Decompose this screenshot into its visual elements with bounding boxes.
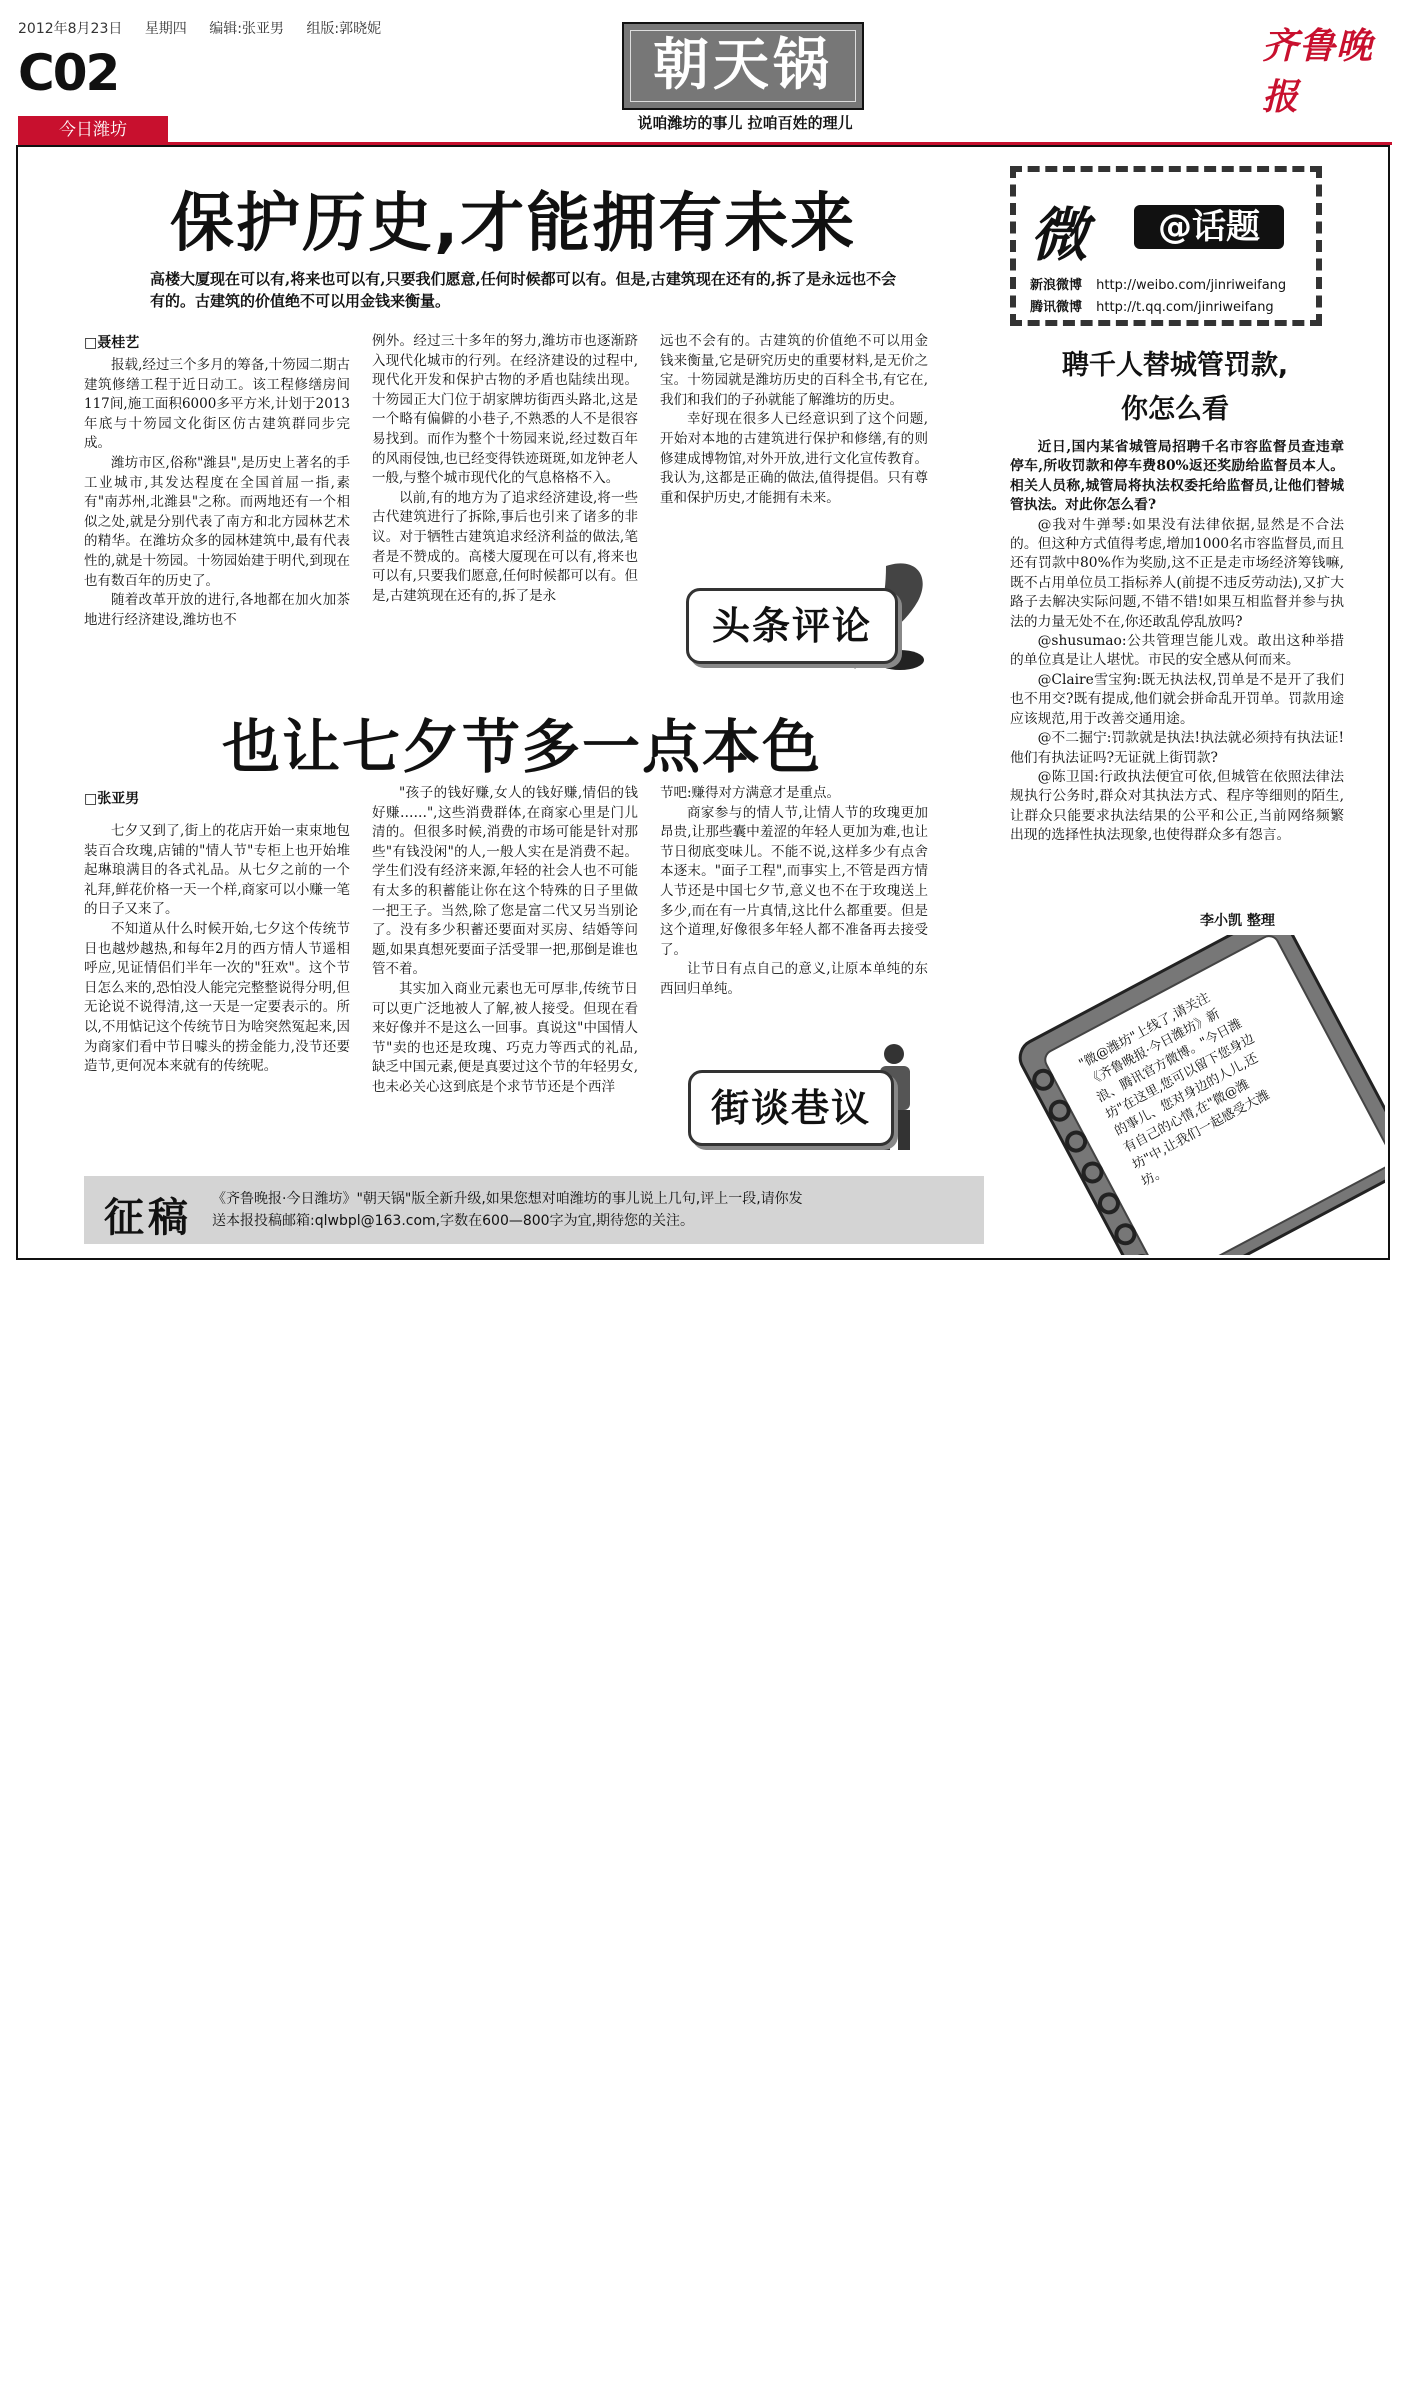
paragraph: 不知道从什么时候开始,七夕这个传统节日也越炒越热,和每年2月的西方情人节遥相呼应,见证情侣们半年一次的"狂欢"。这个节日怎么来的,恐怕没人能完完整整说得分明,但无论说不说得清,这一天是一定要表示的。所以,不用惦记这个传统节日为啥突然冤起来,因为商家们看中节日噱头的捞金能力,没节还要造节,更何况本来就有的传统呢。 [84, 920, 350, 1075]
sina-weibo-url[interactable]: http://weibo.com/jinriweifang [1096, 278, 1287, 293]
tencent-weibo-label: 腾讯微博 [1030, 300, 1083, 315]
masthead-logo [622, 22, 864, 110]
paragraph: "孩子的钱好赚,女人的钱好赚,情侣的钱好赚……",这些消费群体,在商家心里是门儿清的。但很多时候,消费的市场可能是针对那些"有钱没闲"的人,一般人实在是消费不起。学生们没有经济来源,年轻的社会人也不可能有太多的积蓄能让你在这个特殊的日子里做一把王子。当然,除了您是富二代又另当别论了。没有多少积蓄还要面对买房、结婚等问题,如果真想死要面子活受罪一把,那倒是谁也管不着。 [372, 785, 638, 978]
tencent-weibo-row [1030, 296, 1274, 315]
article2-headline: 也让七夕节多一点本色 [222, 713, 823, 781]
masthead-tagline: 说咱潍坊的事儿 拉咱百姓的理儿 [637, 114, 853, 132]
headline-comment-badge [686, 556, 936, 674]
sidebar-lead: 近日,国内某省城管局招聘千名市容监督员查违章停车,所收罚款和停车费80%返还奖励给监督员本人。相关人员称,城管局将执法权委托给监督员,让他们替城管执法。对此你怎么看? [1010, 439, 1344, 514]
section-tab: 今日潍坊 [18, 116, 168, 144]
sina-weibo-row [1030, 274, 1286, 293]
sidebar-comment: @shusumao:公共管理岂能儿戏。敢出这种举措的单位真是让人堪忧。市民的安全感从何而来。 [1010, 633, 1344, 669]
paragraph: 例外。经过三十多年的努力,潍坊市也逐渐跻入现代化城市的行列。在经济建设的过程中,现代化开发和保护古物的矛盾也陆续出现。十笏园正大门位于胡家牌坊街西头路北,这是一个略有偏僻的小巷子,不熟悉的人不是很容易找到。而作为整个十笏园来说,经过数百年的风雨侵蚀,也已经变得铁迹斑斑,如龙钟老人一般,与整个城市现代化的气息格格不入。 [372, 333, 638, 487]
street-talk-badge [688, 1040, 928, 1158]
layout-credit: 组版:郭晓妮 [306, 21, 382, 37]
street-talk-label: 街谈巷议 [688, 1070, 894, 1146]
article1-column-3 [660, 332, 928, 508]
sidebar-body [1010, 438, 1344, 846]
paragraph: 七夕又到了,街上的花店开始一束束地包装百合玫瑰,店铺的"情人节"专柜上也开始堆起琳琅满目的各式礼品。从七夕之前的一个礼拜,鲜花价格一天一个样,商家可以小赚一笔的日子又来了。 [84, 823, 350, 918]
article1-byline: □聂桂艺 [84, 335, 140, 351]
submission-title: 征稿 [104, 1195, 192, 1241]
paragraph: 以前,有的地方为了追求经济建设,将一些古代建筑进行了拆除,事后也引来了诸多的非议。对于牺牲古建筑追求经济利益的做法,笔者是不赞成的。高楼大厦现在可以有,将来也可以有,只要我们愿意,任何时候都可以有。但是,古建筑现在还有的,拆了是永 [372, 489, 638, 604]
issue-date: 2012年8月23日 [18, 21, 123, 37]
sidebar-headline-line-1: 聘千人替城管罚款, [1061, 350, 1289, 381]
paragraph: 远也不会有的。古建筑的价值绝不可以用金钱来衡量,它是研究历史的重要材料,是无价之宝。十笏园就是潍坊历史的百科全书,有它在,我们和我们的子孙就能了解潍坊的历史。 [660, 333, 928, 408]
paragraph: 商家参与的情人节,让情人节的玫瑰更加昂贵,让那些囊中羞涩的年轻人更加为难,也让节日彻底变味儿。不能不说,这样多少有点舍本逐末。"面子工程",而事实上,不管是西方情人节还是中国七夕节,意义也不在于玫瑰送上多少,而在有一片真情,这比什么都重要。但是这个道理,好像很多年轻人都不准备再去接受了。 [660, 804, 928, 958]
submission-line-1: 《齐鲁晚报·今日潍坊》"朝天锅"版全新升级,如果您想对咱潍坊的事儿说上几句,评上一段,请你发 [212, 1191, 803, 1207]
paragraph: 潍坊市区,俗称"潍县",是历史上著名的手工业城市,其发达程度在全国首屈一指,素有"南苏州,北潍县"之称。而两地还有一个相似之处,就是分别代表了南方和北方园林艺术的精华。在潍坊众多的园林建筑中,最有代表性的,就是十笏园。十笏园始建于明代,到现在也有数百年的历史了。 [84, 454, 350, 589]
paragraph: 报载,经过三个多月的筹备,十笏园二期古建筑修缮工程于近日动工。该工程修缮房间117间,施工面积6000多平方米,计划于2013年底与十笏园文化街区仿古建筑群同步完成。 [84, 357, 350, 452]
submission-text [212, 1188, 972, 1232]
paragraph: 其实加入商业元素也无可厚非,传统节日可以更广泛地被人了解,被人接受。但现在看来好像并不是这么一回事。真说这"中国情人节"卖的也还是玫瑰、巧克力等西式的礼品,缺乏中国元素,便是真要过这个节的年轻男女,也未必关心这到底是个求节节还是个西洋 [372, 980, 638, 1095]
masthead-title: 朝天锅 [630, 30, 856, 102]
submission-line-2: 送本报投稿邮箱:qlwbpl@163.com,字数在600—800字为宜,期待您的关注。 [212, 1213, 695, 1229]
paragraph: 随着改革开放的进行,各地都在加火加茶地进行经济建设,潍坊也不 [84, 592, 350, 628]
editor-credit: 编辑:张亚男 [209, 21, 284, 37]
article2-byline: □张亚男 [84, 791, 140, 807]
sidebar-editor-credit: 李小凯 整理 [1200, 913, 1275, 929]
issue-weekday: 星期四 [144, 21, 187, 37]
sidebar-comment: @不二掘宁:罚款就是执法!执法就必须持有执法证!他们有执法证吗?无证就上街罚款? [1010, 730, 1344, 766]
article2-column-3 [660, 784, 928, 1000]
newspaper-brand-logo: 齐鲁晚报 [1262, 25, 1374, 118]
paragraph: 让节日有点自己的意义,让原本单纯的东西回归单纯。 [660, 961, 928, 997]
article2-column-1 [84, 822, 350, 1077]
tencent-weibo-url[interactable]: http://t.qq.com/jinriweifang [1096, 300, 1274, 315]
notebook-text: "微@潍坊"上线了,请关注《齐鲁晚报·今日潍坊》新浪、腾讯官方微博。"今日潍坊"在这里,您可以留下您身边的事儿、您对身边的人儿,还有自己的心情,在"微@潍坊"中,让我们一起感受大潍坊。 [1076, 990, 1273, 1190]
article2-column-2 [372, 784, 638, 1098]
weibo-logo: 微 [1030, 201, 1089, 269]
article1-column-1 [84, 356, 350, 630]
page-number: C02 [18, 44, 119, 102]
notebook-illustration [985, 935, 1385, 1255]
paragraph: 节吧:赚得对方满意才是重点。 [660, 785, 841, 801]
article1-headline: 保护历史,才能拥有未来 [170, 187, 857, 261]
sidebar-comment: @Claire雪宝狗:既无执法权,罚单是不是开了我们也不用交?既有提成,他们就会拼命乱开罚单。罚款用途应该规范,用于改善交通用途。 [1010, 671, 1344, 727]
paragraph: 幸好现在很多人已经意识到了这个问题,开始对本地的古建筑进行保护和修缮,有的则修建成博物馆,对外开放,进行文化宣传教育。我认为,这都是正确的做法,值得提倡。只有尊重和保护历史,才能拥有未来。 [660, 411, 928, 506]
sina-weibo-label: 新浪微博 [1030, 278, 1083, 293]
at-topic-label: @话题 [1134, 205, 1284, 249]
article1-column-2 [372, 332, 638, 606]
sidebar-comment: @陈卫国:行政执法便宜可依,但城管在依照法律法规执行公务时,群众对其执法方式、程序等细则的陌生,让群众只能要求执法结果的公平和公正,当前网络频繁出现的选择性执法现象,也使得群众多有怨言。 [1010, 768, 1344, 844]
headline-comment-label: 头条评论 [686, 588, 898, 664]
sidebar-comment: @我对牛弹琴:如果没有法律依据,显然是不合法的。但这种方式值得考虑,增加1000名市容监督员,而且还有罚款中80%作为奖励,这不正是走市场经济筹钱嘛,既不占用单位员工指标养人(前提不违反劳动法),又扩大路子去解决实际问题,不错不错!如果互相监督并参与执法的力量无处不在,你还敢乱停乱放吗? [1010, 516, 1344, 630]
sidebar-headline-line-2: 你怎么看 [1121, 394, 1229, 425]
article1-deck: 高楼大厦现在可以有,将来也可以有,只要我们愿意,任何时候都可以有。但是,古建筑现在还有的,拆了是永远也不会有的。古建筑的价值绝不可以用金钱来衡量。 [150, 270, 897, 310]
header-meta [18, 18, 399, 38]
sidebar-headline [1010, 344, 1340, 432]
